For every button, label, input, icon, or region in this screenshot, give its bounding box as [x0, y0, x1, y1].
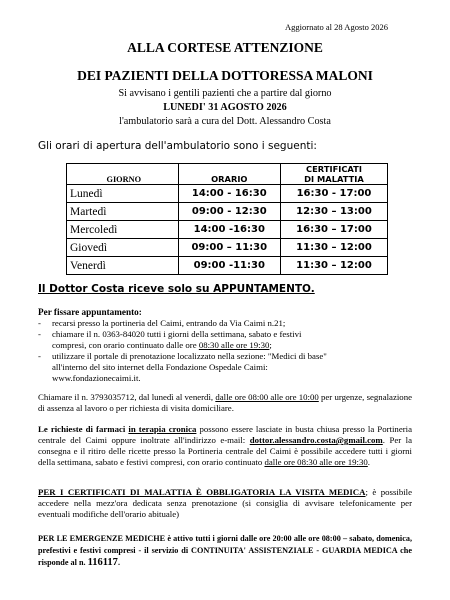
- appointment-title: Il Dottor Costa riceve solo su APPUNTAMENTO.: [38, 283, 315, 295]
- phone-hours: 08:30 alle ore 19:30: [198, 340, 270, 350]
- bullet-text: recarsi presso la portineria del Caimi, entrando da Via Caimi n.21;: [52, 318, 286, 328]
- header-cert: [280, 164, 387, 185]
- emergency-text: PER LE EMERGENZE MEDICHE è attivo tutti i giorni dalle ore 20:00 alle ore 08:00 – sabato, domenica, prefestivi e festivi compresi - il servizio di CONTINUITA' ASSISTENZIALE - GUARDIA MEDICA che risponde al n.: [38, 534, 412, 567]
- bullet-dash: -: [38, 318, 41, 328]
- update-date: Aggiornato al 28 Agosto 2026: [285, 22, 388, 32]
- row-day: Martedì: [67, 203, 179, 221]
- row-cert: 11:30 – 12:00: [280, 257, 387, 275]
- page-title-line2: DEI PAZIENTI DELLA DOTTORESSA MALONI: [77, 68, 373, 83]
- booking-option-porter: [38, 318, 413, 329]
- certificates-note: [38, 487, 412, 520]
- header-time: ORARIO: [178, 164, 280, 185]
- intro-line3: l'ambulatorio sarà a cura del Dott. Alessandro Costa: [119, 116, 331, 127]
- rx-text-2: . Per la consegna e il ritiro delle ricette presso la Portineria centrale del Caimi è possibile accedere tutti i giorni della settimana, sabato e festivi compresi, con orario continuato: [38, 435, 412, 467]
- row-time: 09:00 - 12:30: [178, 203, 280, 221]
- cert-bold: PER I CERTIFICATI DI MALATTIA È OBBLIGATORIA LA VISITA MEDICA: [38, 487, 366, 497]
- phone-text: Chiamare il n. 3793035712, dal lunedì al venerdì,: [38, 392, 216, 402]
- row-time: 14:00 - 16:30: [178, 185, 280, 203]
- bullet-text: utilizzare il portale di prenotazione localizzato nella sezione: "Medici di base": [52, 351, 327, 361]
- phone-text-rest: per urgenze, segnalazione di assenza al lavoro o per richiesta di visita domiciliare.: [38, 392, 412, 413]
- intro-date: LUNEDI' 31 AGOSTO 2026: [163, 102, 287, 113]
- row-time: 09:00 – 11:30: [178, 239, 280, 257]
- bullet-text: chiamare il n. 0363-84020 tutti i giorni della settimana, sabato e festivi: [52, 329, 302, 339]
- table-row: [67, 239, 388, 257]
- row-cert: 11:30 – 12:00: [280, 239, 387, 257]
- bullet-end: ;: [269, 340, 272, 350]
- hours-header-row: [67, 164, 388, 185]
- bullet-text: compresi, con orario continuato dalle ore: [52, 340, 199, 350]
- emergency-end: .: [117, 558, 120, 567]
- table-row: [67, 257, 388, 275]
- booking-option-portal: [38, 351, 413, 384]
- hours-table: [66, 163, 388, 275]
- row-day: Lunedì: [67, 185, 179, 203]
- row-cert: 16:30 – 17:00: [280, 221, 387, 239]
- row-time: 14:00 -16:30: [178, 221, 280, 239]
- table-row: [67, 203, 388, 221]
- table-row: [67, 185, 388, 203]
- bullet-dash: -: [38, 351, 41, 361]
- page-title-line1: ALLA CORTESE ATTENZIONE: [127, 40, 323, 55]
- header-day: GIORNO: [67, 164, 179, 185]
- row-day: Venerdì: [67, 257, 179, 275]
- urgent-phone-note: [38, 392, 412, 414]
- table-row: [67, 221, 388, 239]
- row-day: Mercoledì: [67, 221, 179, 239]
- rx-lead: Le richieste di farmaci: [38, 424, 129, 434]
- booking-option-phone: [38, 329, 413, 351]
- header-cert-line1: CERTIFICATI: [306, 164, 362, 174]
- bullet-continuation: all'interno del sito internet della Fondazione Ospedale Caimi:: [52, 362, 268, 372]
- row-day: Giovedì: [67, 239, 179, 257]
- emergency-note: [38, 533, 412, 569]
- phone-hours: dalle ore 08:00 alle ore 10:00: [215, 392, 319, 402]
- rx-hours: dalle ore 08:30 alle ore 19:30: [264, 457, 368, 467]
- header-cert-line2: DI MALATTIA: [304, 174, 364, 184]
- rx-text: possono essere lasciate in busta chiusa presso la Portineria centrale del Caimi oppure inoltrate all'indirizzo e-mail:: [38, 424, 412, 445]
- row-cert: 16:30 - 17:00: [280, 185, 387, 203]
- hours-intro: Gli orari di apertura dell'ambulatorio sono i seguenti:: [38, 140, 317, 152]
- rx-end: .: [367, 457, 370, 467]
- bullet-dash: -: [38, 329, 41, 339]
- prescriptions-note: [38, 424, 412, 468]
- email-link[interactable]: dottor.alessandro.costa@gmail.com: [249, 435, 383, 445]
- portal-link[interactable]: www.fondazionecaimi.it.: [52, 373, 141, 383]
- rx-chronic: in terapia cronica: [128, 424, 197, 434]
- cert-text: ; è possibile accedere nella mezz'ora dedicata senza prenotazione (si consiglia di avvisare telefonicamente per eventuali modifiche dell'orario abituale): [38, 487, 413, 519]
- row-cert: 12:30 – 13:00: [280, 203, 387, 221]
- intro-line1: Si avvisano i gentili pazienti che a partire dal giorno: [118, 88, 332, 99]
- row-time: 09:00 -11:30: [178, 257, 280, 275]
- booking-heading: Per fissare appuntamento:: [38, 307, 142, 317]
- emergency-number: 116117: [87, 557, 118, 568]
- bullet-continuation: [38, 340, 413, 351]
